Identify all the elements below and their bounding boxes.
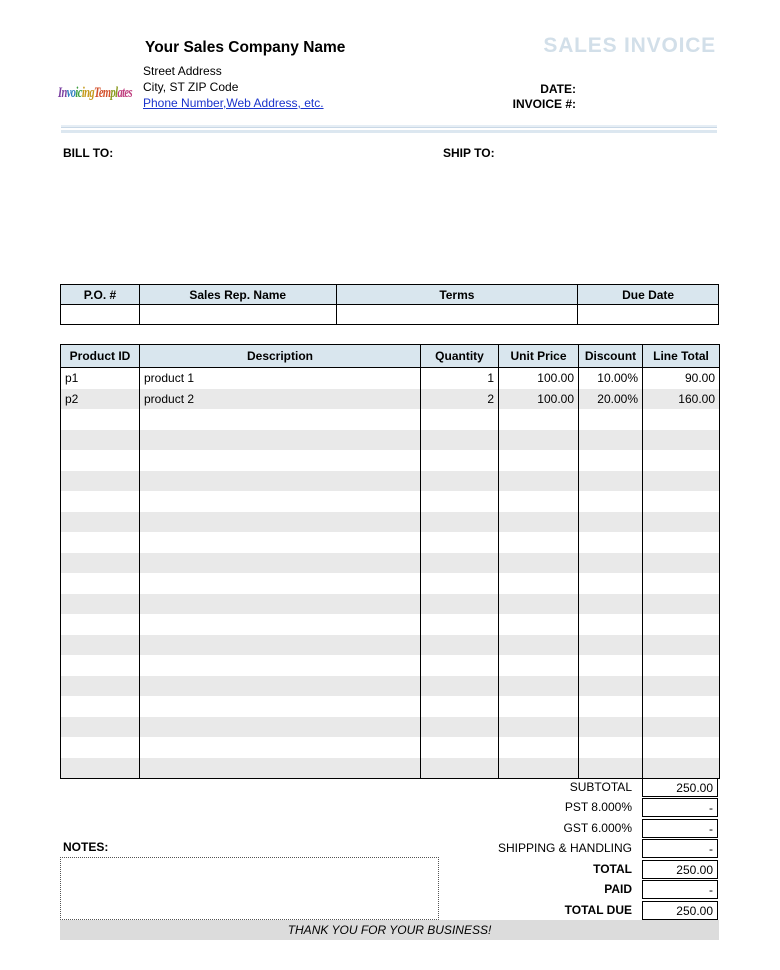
order-info-table (60, 284, 719, 325)
line-total-cell (643, 553, 720, 574)
product-id-cell[interactable] (61, 471, 140, 492)
header-divider (61, 125, 717, 133)
quantity-cell[interactable] (421, 635, 499, 656)
discount-cell[interactable] (579, 532, 643, 553)
discount-cell[interactable] (579, 553, 643, 574)
notes-input[interactable] (60, 857, 439, 920)
discount-cell[interactable] (579, 655, 643, 676)
unit-price-cell[interactable] (499, 450, 579, 471)
unit-price-cell[interactable] (499, 573, 579, 594)
discount-cell[interactable]: 20.00% (579, 389, 643, 410)
discount-cell[interactable] (579, 594, 643, 615)
quantity-cell[interactable] (421, 717, 499, 738)
product-id-cell[interactable] (61, 614, 140, 635)
quantity-cell[interactable] (421, 450, 499, 471)
table-row (61, 737, 720, 758)
quantity-cell[interactable]: 1 (421, 368, 499, 389)
quantity-header: Quantity (421, 345, 499, 368)
paid-label: PAID (604, 882, 632, 896)
product-id-cell[interactable] (61, 573, 140, 594)
discount-cell[interactable] (579, 737, 643, 758)
discount-cell[interactable] (579, 676, 643, 697)
sales-rep-header: Sales Rep. Name (139, 285, 336, 305)
unit-price-cell[interactable] (499, 758, 579, 779)
description-cell[interactable] (140, 409, 421, 430)
product-id-cell[interactable] (61, 450, 140, 471)
discount-cell[interactable] (579, 758, 643, 779)
po-header: P.O. # (61, 285, 140, 305)
unit-price-cell[interactable]: 100.00 (499, 389, 579, 410)
description-cell[interactable] (140, 573, 421, 594)
line-total-cell (643, 737, 720, 758)
terms-cell[interactable] (336, 305, 578, 325)
quantity-cell[interactable] (421, 532, 499, 553)
line-total-cell (643, 696, 720, 717)
line-total-cell (643, 430, 720, 451)
invoice-number-label: INVOICE #: (512, 97, 576, 111)
description-cell[interactable]: product 1 (140, 368, 421, 389)
product-id-cell[interactable] (61, 758, 140, 779)
product-id-cell[interactable] (61, 676, 140, 697)
discount-cell[interactable] (579, 614, 643, 635)
description-header: Description (140, 345, 421, 368)
description-cell[interactable] (140, 594, 421, 615)
pst-label: PST 8.000% (564, 800, 632, 814)
product-id-cell[interactable] (61, 737, 140, 758)
quantity-cell[interactable] (421, 491, 499, 512)
table-row (61, 655, 720, 676)
company-contact-link[interactable]: Phone Number,Web Address, etc. (143, 96, 324, 110)
product-id-cell[interactable] (61, 635, 140, 656)
discount-cell[interactable]: 10.00% (579, 368, 643, 389)
table-row (61, 368, 720, 389)
product-id-header: Product ID (61, 345, 140, 368)
table-row (61, 389, 720, 410)
line-total-cell (643, 758, 720, 779)
table-row (61, 532, 720, 553)
line-items-table (60, 344, 720, 779)
product-id-cell[interactable]: p1 (61, 368, 140, 389)
description-cell[interactable] (140, 450, 421, 471)
description-cell[interactable] (140, 614, 421, 635)
product-id-cell[interactable] (61, 717, 140, 738)
unit-price-cell[interactable] (499, 676, 579, 697)
terms-header: Terms (336, 285, 578, 305)
product-id-cell[interactable]: p2 (61, 389, 140, 410)
description-cell[interactable] (140, 635, 421, 656)
quantity-cell[interactable] (421, 409, 499, 430)
quantity-cell[interactable] (421, 758, 499, 779)
product-id-cell[interactable] (61, 491, 140, 512)
company-name: Your Sales Company Name (145, 39, 346, 56)
quantity-cell[interactable] (421, 655, 499, 676)
description-cell[interactable] (140, 758, 421, 779)
ship-to-label: SHIP TO: (443, 146, 495, 160)
discount-cell[interactable] (579, 512, 643, 533)
table-row (61, 717, 720, 738)
unit-price-cell[interactable] (499, 471, 579, 492)
unit-price-cell[interactable] (499, 635, 579, 656)
paid-value[interactable]: - (642, 880, 718, 899)
quantity-cell[interactable] (421, 594, 499, 615)
unit-price-cell[interactable] (499, 655, 579, 676)
discount-cell[interactable] (579, 450, 643, 471)
notes-label: NOTES: (63, 840, 109, 854)
quantity-cell[interactable] (421, 471, 499, 492)
total-label: TOTAL (593, 862, 632, 876)
line-total-cell (643, 717, 720, 738)
discount-cell[interactable] (579, 717, 643, 738)
unit-price-cell[interactable] (499, 717, 579, 738)
quantity-cell[interactable] (421, 430, 499, 451)
product-id-cell[interactable] (61, 430, 140, 451)
line-total-cell: 90.00 (643, 368, 720, 389)
table-row (61, 553, 720, 574)
company-logo: In vo ic ing Tem pl ates (58, 84, 132, 101)
thank-you-footer: THANK YOU FOR YOUR BUSINESS! (60, 920, 719, 940)
product-id-cell[interactable] (61, 532, 140, 553)
unit-price-cell[interactable] (499, 737, 579, 758)
quantity-cell[interactable]: 2 (421, 389, 499, 410)
quantity-cell[interactable] (421, 676, 499, 697)
date-label: DATE: (540, 82, 576, 96)
shipping-value[interactable]: - (642, 839, 718, 858)
sales-rep-cell[interactable] (139, 305, 336, 325)
unit-price-cell[interactable] (499, 491, 579, 512)
company-street: Street Address (143, 64, 222, 78)
discount-cell[interactable] (579, 696, 643, 717)
invoice-title: SALES INVOICE (543, 34, 716, 57)
quantity-cell[interactable] (421, 573, 499, 594)
bill-to-label: BILL TO: (63, 146, 114, 160)
total-due-value: 250.00 (642, 901, 718, 920)
table-row (61, 491, 720, 512)
shipping-label: SHIPPING & HANDLING (497, 841, 632, 855)
table-row (61, 573, 720, 594)
unit-price-cell[interactable] (499, 512, 579, 533)
description-cell[interactable] (140, 655, 421, 676)
quantity-cell[interactable] (421, 737, 499, 758)
gst-label: GST 6.000% (563, 821, 632, 835)
subtotal-value: 250.00 (642, 778, 718, 797)
product-id-cell[interactable] (61, 553, 140, 574)
subtotal-label: SUBTOTAL (569, 780, 632, 794)
quantity-cell[interactable] (421, 512, 499, 533)
table-row (61, 696, 720, 717)
line-total-cell (643, 512, 720, 533)
line-total-cell (643, 655, 720, 676)
total-value: 250.00 (642, 860, 718, 879)
total-due-label: TOTAL DUE (564, 903, 632, 917)
unit-price-cell[interactable] (499, 614, 579, 635)
table-row (61, 471, 720, 492)
line-total-cell (643, 409, 720, 430)
line-total-cell (643, 471, 720, 492)
line-total-cell (643, 532, 720, 553)
table-row (61, 635, 720, 656)
quantity-cell[interactable] (421, 553, 499, 574)
product-id-cell[interactable] (61, 594, 140, 615)
due-date-cell[interactable] (578, 305, 719, 325)
company-city: City, ST ZIP Code (143, 80, 239, 94)
line-total-cell (643, 614, 720, 635)
unit-price-cell[interactable] (499, 594, 579, 615)
unit-price-cell[interactable] (499, 696, 579, 717)
description-cell[interactable] (140, 737, 421, 758)
unit-price-cell[interactable] (499, 553, 579, 574)
gst-value[interactable]: - (642, 819, 718, 838)
line-total-header: Line Total (643, 345, 720, 368)
description-cell[interactable] (140, 676, 421, 697)
product-id-cell[interactable] (61, 409, 140, 430)
description-cell[interactable] (140, 512, 421, 533)
discount-cell[interactable] (579, 430, 643, 451)
po-cell[interactable] (61, 305, 140, 325)
quantity-cell[interactable] (421, 614, 499, 635)
unit-price-cell[interactable] (499, 532, 579, 553)
quantity-cell[interactable] (421, 696, 499, 717)
discount-header: Discount (579, 345, 643, 368)
table-row (61, 594, 720, 615)
line-total-cell (643, 450, 720, 471)
description-cell[interactable] (140, 491, 421, 512)
discount-cell[interactable] (579, 635, 643, 656)
unit-price-cell[interactable] (499, 409, 579, 430)
unit-price-cell[interactable]: 100.00 (499, 368, 579, 389)
line-total-cell (643, 635, 720, 656)
description-cell[interactable] (140, 696, 421, 717)
unit-price-cell[interactable] (499, 430, 579, 451)
line-total-cell (643, 491, 720, 512)
description-cell[interactable] (140, 717, 421, 738)
table-row (61, 409, 720, 430)
description-cell[interactable]: product 2 (140, 389, 421, 410)
line-total-cell (643, 573, 720, 594)
due-date-header: Due Date (578, 285, 719, 305)
discount-cell[interactable] (579, 409, 643, 430)
line-total-cell (643, 594, 720, 615)
table-row (61, 614, 720, 635)
description-cell[interactable] (140, 430, 421, 451)
table-row (61, 512, 720, 533)
product-id-cell[interactable] (61, 655, 140, 676)
line-total-cell (643, 676, 720, 697)
description-cell[interactable] (140, 553, 421, 574)
table-row (61, 430, 720, 451)
product-id-cell[interactable] (61, 512, 140, 533)
table-row (61, 758, 720, 779)
unit-price-header: Unit Price (499, 345, 579, 368)
pst-value[interactable]: - (642, 798, 718, 817)
product-id-cell[interactable] (61, 696, 140, 717)
table-row (61, 450, 720, 471)
discount-cell[interactable] (579, 491, 643, 512)
discount-cell[interactable] (579, 471, 643, 492)
line-total-cell: 160.00 (643, 389, 720, 410)
description-cell[interactable] (140, 471, 421, 492)
discount-cell[interactable] (579, 573, 643, 594)
table-row (61, 676, 720, 697)
description-cell[interactable] (140, 532, 421, 553)
